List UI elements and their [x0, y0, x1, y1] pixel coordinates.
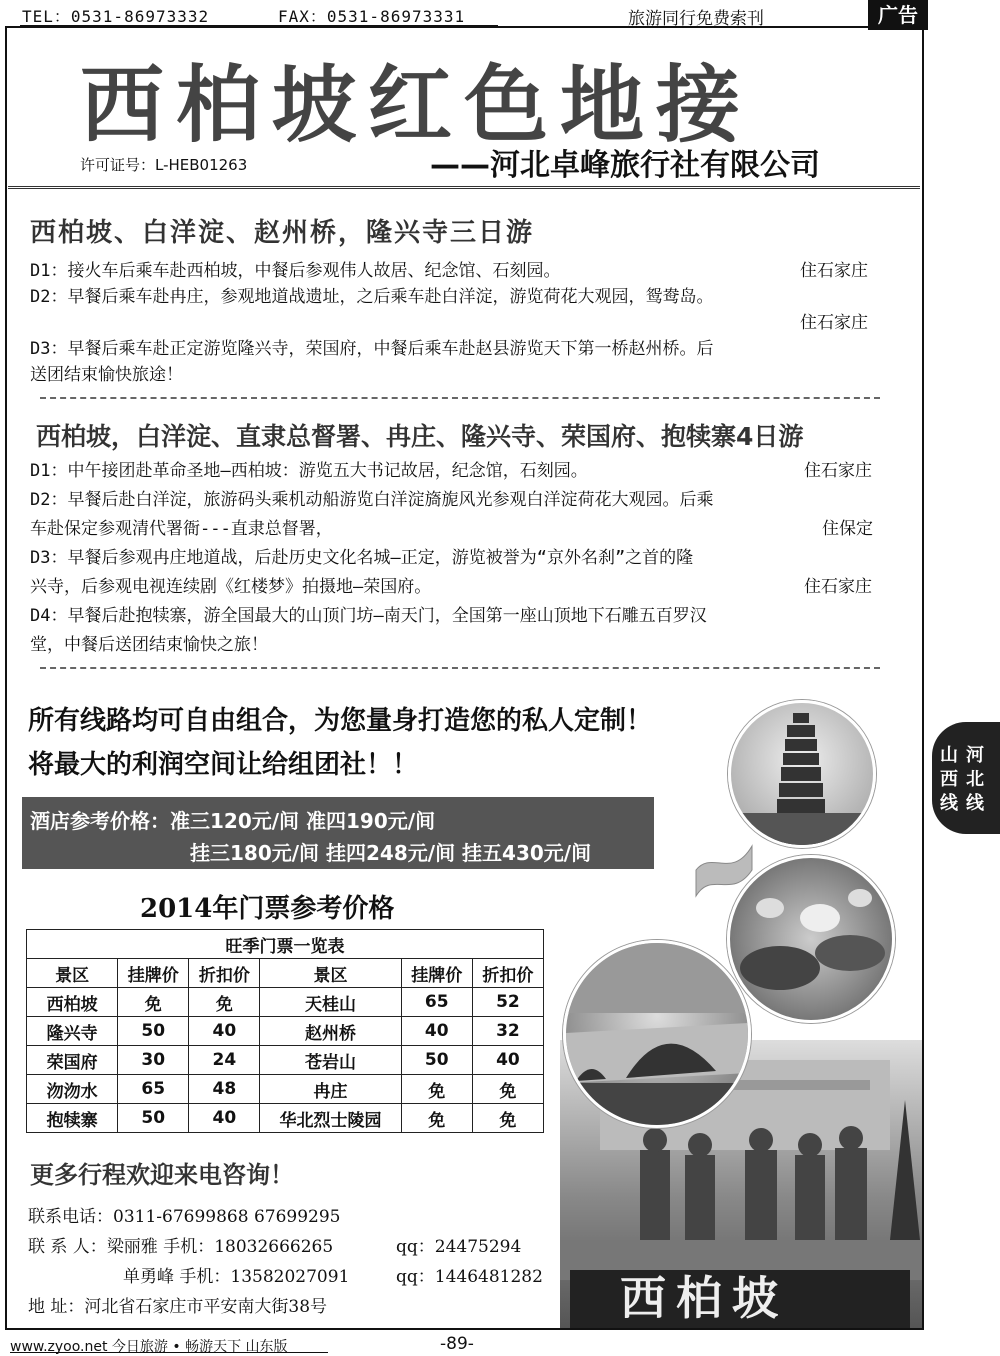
- hotel-price-line-1: 酒店参考价格：准三120元/间 准四190元/间: [30, 809, 436, 833]
- itinerary-text: 堂，中餐后送团结束愉快之旅！: [30, 635, 268, 655]
- contact-row-1: [28, 1232, 333, 1257]
- itinerary-stay: 住石家庄: [800, 313, 868, 333]
- column-header: 景区: [260, 959, 401, 988]
- itinerary-line: [30, 487, 900, 516]
- table-cell: 65: [401, 988, 472, 1017]
- table-cell: 沕沕水: [27, 1075, 118, 1104]
- itinerary-text: 兴寺，后参观电视连续剧《红楼梦》拍摄地—荣国府。: [30, 577, 432, 597]
- header-tel: TEL：0531-86973332: [22, 7, 210, 26]
- table-row: [27, 1046, 544, 1075]
- itinerary-line: [30, 574, 900, 603]
- table-cell: 65: [118, 1075, 189, 1104]
- ticket-section-title: 2014年门票参考价格: [140, 894, 395, 924]
- table-cell: 48: [189, 1075, 260, 1104]
- itinerary-stay: 住石家庄: [804, 577, 872, 597]
- lotus-photo: [727, 855, 895, 1023]
- table-cell: 免: [401, 1104, 472, 1133]
- page-number: -89-: [440, 1334, 474, 1354]
- side-tab-char: 北: [966, 769, 984, 790]
- contact-person-2: 单勇峰 手机：13582027091: [123, 1267, 350, 1287]
- table-cell: 50: [401, 1046, 472, 1075]
- pagoda-photo: [728, 700, 876, 848]
- contact-label: 联 系 人：: [28, 1237, 107, 1257]
- table-cell: 30: [118, 1046, 189, 1075]
- table-cell: 免: [401, 1075, 472, 1104]
- table-row: [27, 1017, 544, 1046]
- side-tab-col-1: [966, 744, 984, 816]
- table-cell: 50: [118, 1017, 189, 1046]
- table-cell: 52: [472, 988, 543, 1017]
- itinerary-line: [30, 603, 900, 632]
- itinerary-line: [30, 545, 900, 574]
- phone-label: 联系电话：: [28, 1207, 113, 1227]
- table-row: [27, 988, 544, 1017]
- route2-itinerary: [30, 458, 900, 661]
- itinerary-line: [30, 362, 900, 388]
- table-cell: 荣国府: [27, 1046, 118, 1075]
- photo-caption: 西柏坡: [620, 1271, 788, 1325]
- ad-badge: 广告: [868, 0, 928, 30]
- table-cell: 24: [189, 1046, 260, 1075]
- table-cell: 40: [189, 1104, 260, 1133]
- lotus-illustration: [730, 858, 892, 1020]
- main-title: 西柏坡红色地接: [80, 56, 753, 154]
- bridge-illustration: [566, 943, 748, 1125]
- itinerary-line: [30, 632, 900, 661]
- footer-text: www.zyoo.net 今日旅游 • 畅游天下 山东版: [10, 1339, 288, 1355]
- itinerary-text: D3：早餐后乘车赴正定游览隆兴寺，荣国府，中餐后乘车赴赵县游览天下第一桥赵州桥。后: [30, 339, 714, 359]
- side-tab-char: 河: [966, 745, 984, 766]
- table-cell: 隆兴寺: [27, 1017, 118, 1046]
- promo-line-2: 将最大的利润空间让给组团社！！: [28, 750, 419, 780]
- table-cell: 免: [472, 1104, 543, 1133]
- promo-line-1: 所有线路均可自由组合，为您量身打造您的私人定制！: [28, 706, 653, 736]
- table-cell: 冉庄: [260, 1075, 401, 1104]
- dashed-divider: [40, 397, 880, 399]
- itinerary-text: D2：早餐后乘车赴冉庄，参观地道战遗址，之后乘车赴白洋淀，游览荷花大观园，鸳鸯岛。: [30, 287, 714, 307]
- address: 河北省石家庄市平安南大街38号: [84, 1297, 328, 1317]
- route2-title: 西柏坡，白洋淀、直隶总督署、冉庄、隆兴寺、荣国府、抱犊寨4日游: [36, 422, 804, 451]
- itinerary-line: [30, 458, 900, 487]
- itinerary-text: 车赴保定参观清代署衙---直隶总督署，: [30, 519, 333, 539]
- top-bar: [0, 0, 1000, 28]
- table-title-row: [27, 930, 544, 959]
- address-row: [28, 1292, 327, 1317]
- phone-number: 0311-67699868 67699295: [113, 1207, 341, 1227]
- side-tab-char: 线: [966, 793, 984, 814]
- table-cell: 40: [189, 1017, 260, 1046]
- ticket-price-table: [26, 929, 544, 1133]
- table-cell: 华北烈士陵园: [260, 1104, 401, 1133]
- pagoda-illustration: [731, 703, 873, 845]
- side-tab-char: 西: [940, 769, 958, 790]
- footer-underline: [10, 1352, 328, 1353]
- hotel-price-box: [22, 797, 654, 869]
- itinerary-text: D3：早餐后参观冉庄地道战，后赴历史文化名城—正定，游览被誉为“京外名刹”之首的隆: [30, 548, 694, 568]
- route1-title: 西柏坡、白洋淀、赵州桥，隆兴寺三日游: [30, 218, 535, 248]
- itinerary-stay: 住石家庄: [800, 261, 868, 281]
- itinerary-stay: 住保定: [822, 519, 873, 539]
- table-cell: 50: [118, 1104, 189, 1133]
- itinerary-text: D2：早餐后赴白洋淀，旅游码头乘机动船游览白洋淀旖旎风光参观白洋淀荷花大观园。后乘: [30, 490, 714, 510]
- contact-person-1: 梁丽雅 手机：18032666265: [106, 1237, 334, 1257]
- column-header: 折扣价: [189, 959, 260, 988]
- itinerary-stay: 住石家庄: [804, 461, 872, 481]
- side-tab-col-2: [940, 744, 958, 816]
- table-cell: 40: [401, 1017, 472, 1046]
- table-row: [27, 1075, 544, 1104]
- itinerary-line: [30, 258, 900, 284]
- table-row: [27, 1104, 544, 1133]
- table-cell: 免: [472, 1075, 543, 1104]
- address-label: 地 址：: [28, 1297, 85, 1317]
- header-fax: FAX：0531-86973331: [278, 7, 466, 26]
- table-cell: 32: [472, 1017, 543, 1046]
- itinerary-text: D1：接火车后乘车赴西柏坡，中餐后参观伟人故居、纪念馆、石刻园。: [30, 261, 561, 281]
- table-cell: 天桂山: [260, 988, 401, 1017]
- itinerary-text: 送团结束愉快旅途！: [30, 365, 183, 385]
- table-cell: 苍岩山: [260, 1046, 401, 1075]
- route1-itinerary: [30, 258, 900, 388]
- column-header: 景区: [27, 959, 118, 988]
- table-header-row: [27, 959, 544, 988]
- side-tab-char: 山: [940, 745, 958, 766]
- phone-row: [28, 1202, 340, 1227]
- dashed-divider: [40, 667, 880, 669]
- table-cell: 赵州桥: [260, 1017, 401, 1046]
- title-divider: [8, 186, 920, 189]
- hotel-price-line-2: 挂三180元/间 挂四248元/间 挂五430元/间: [190, 841, 592, 865]
- contact-title: 更多行程欢迎来电咨询！: [30, 1161, 294, 1189]
- side-tab-char: 线: [940, 793, 958, 814]
- contact-qq-2: qq：1446481282: [396, 1267, 543, 1287]
- table-cell: 40: [472, 1046, 543, 1075]
- itinerary-line: [30, 516, 900, 545]
- license-number: 许可证号：L-HEB01263: [80, 156, 248, 174]
- column-header: 挂牌价: [401, 959, 472, 988]
- column-header: 折扣价: [472, 959, 543, 988]
- table-cell: 抱犊寨: [27, 1104, 118, 1133]
- company-name: ——河北卓峰旅行社有限公司: [430, 148, 820, 183]
- itinerary-line: [30, 310, 900, 336]
- region-side-tab: [932, 722, 1000, 834]
- bridge-photo: [563, 940, 751, 1128]
- table-cell: 西柏坡: [27, 988, 118, 1017]
- table-cell: 免: [189, 988, 260, 1017]
- table-cell: 免: [118, 988, 189, 1017]
- itinerary-line: [30, 284, 900, 310]
- itinerary-text: D1：中午接团赴革命圣地—西柏坡：游览五大书记故居，纪念馆，石刻园。: [30, 461, 588, 481]
- header-index: 旅游同行免费索刊: [628, 9, 764, 29]
- itinerary-line: [30, 336, 900, 362]
- table-title: 旺季门票一览表: [27, 930, 544, 959]
- contact-qq-1: qq：24475294: [396, 1237, 522, 1257]
- itinerary-text: D4：早餐后赴抱犊寨，游全国最大的山顶门坊—南天门，全国第一座山顶地下石雕五百罗汉: [30, 606, 707, 626]
- column-header: 挂牌价: [118, 959, 189, 988]
